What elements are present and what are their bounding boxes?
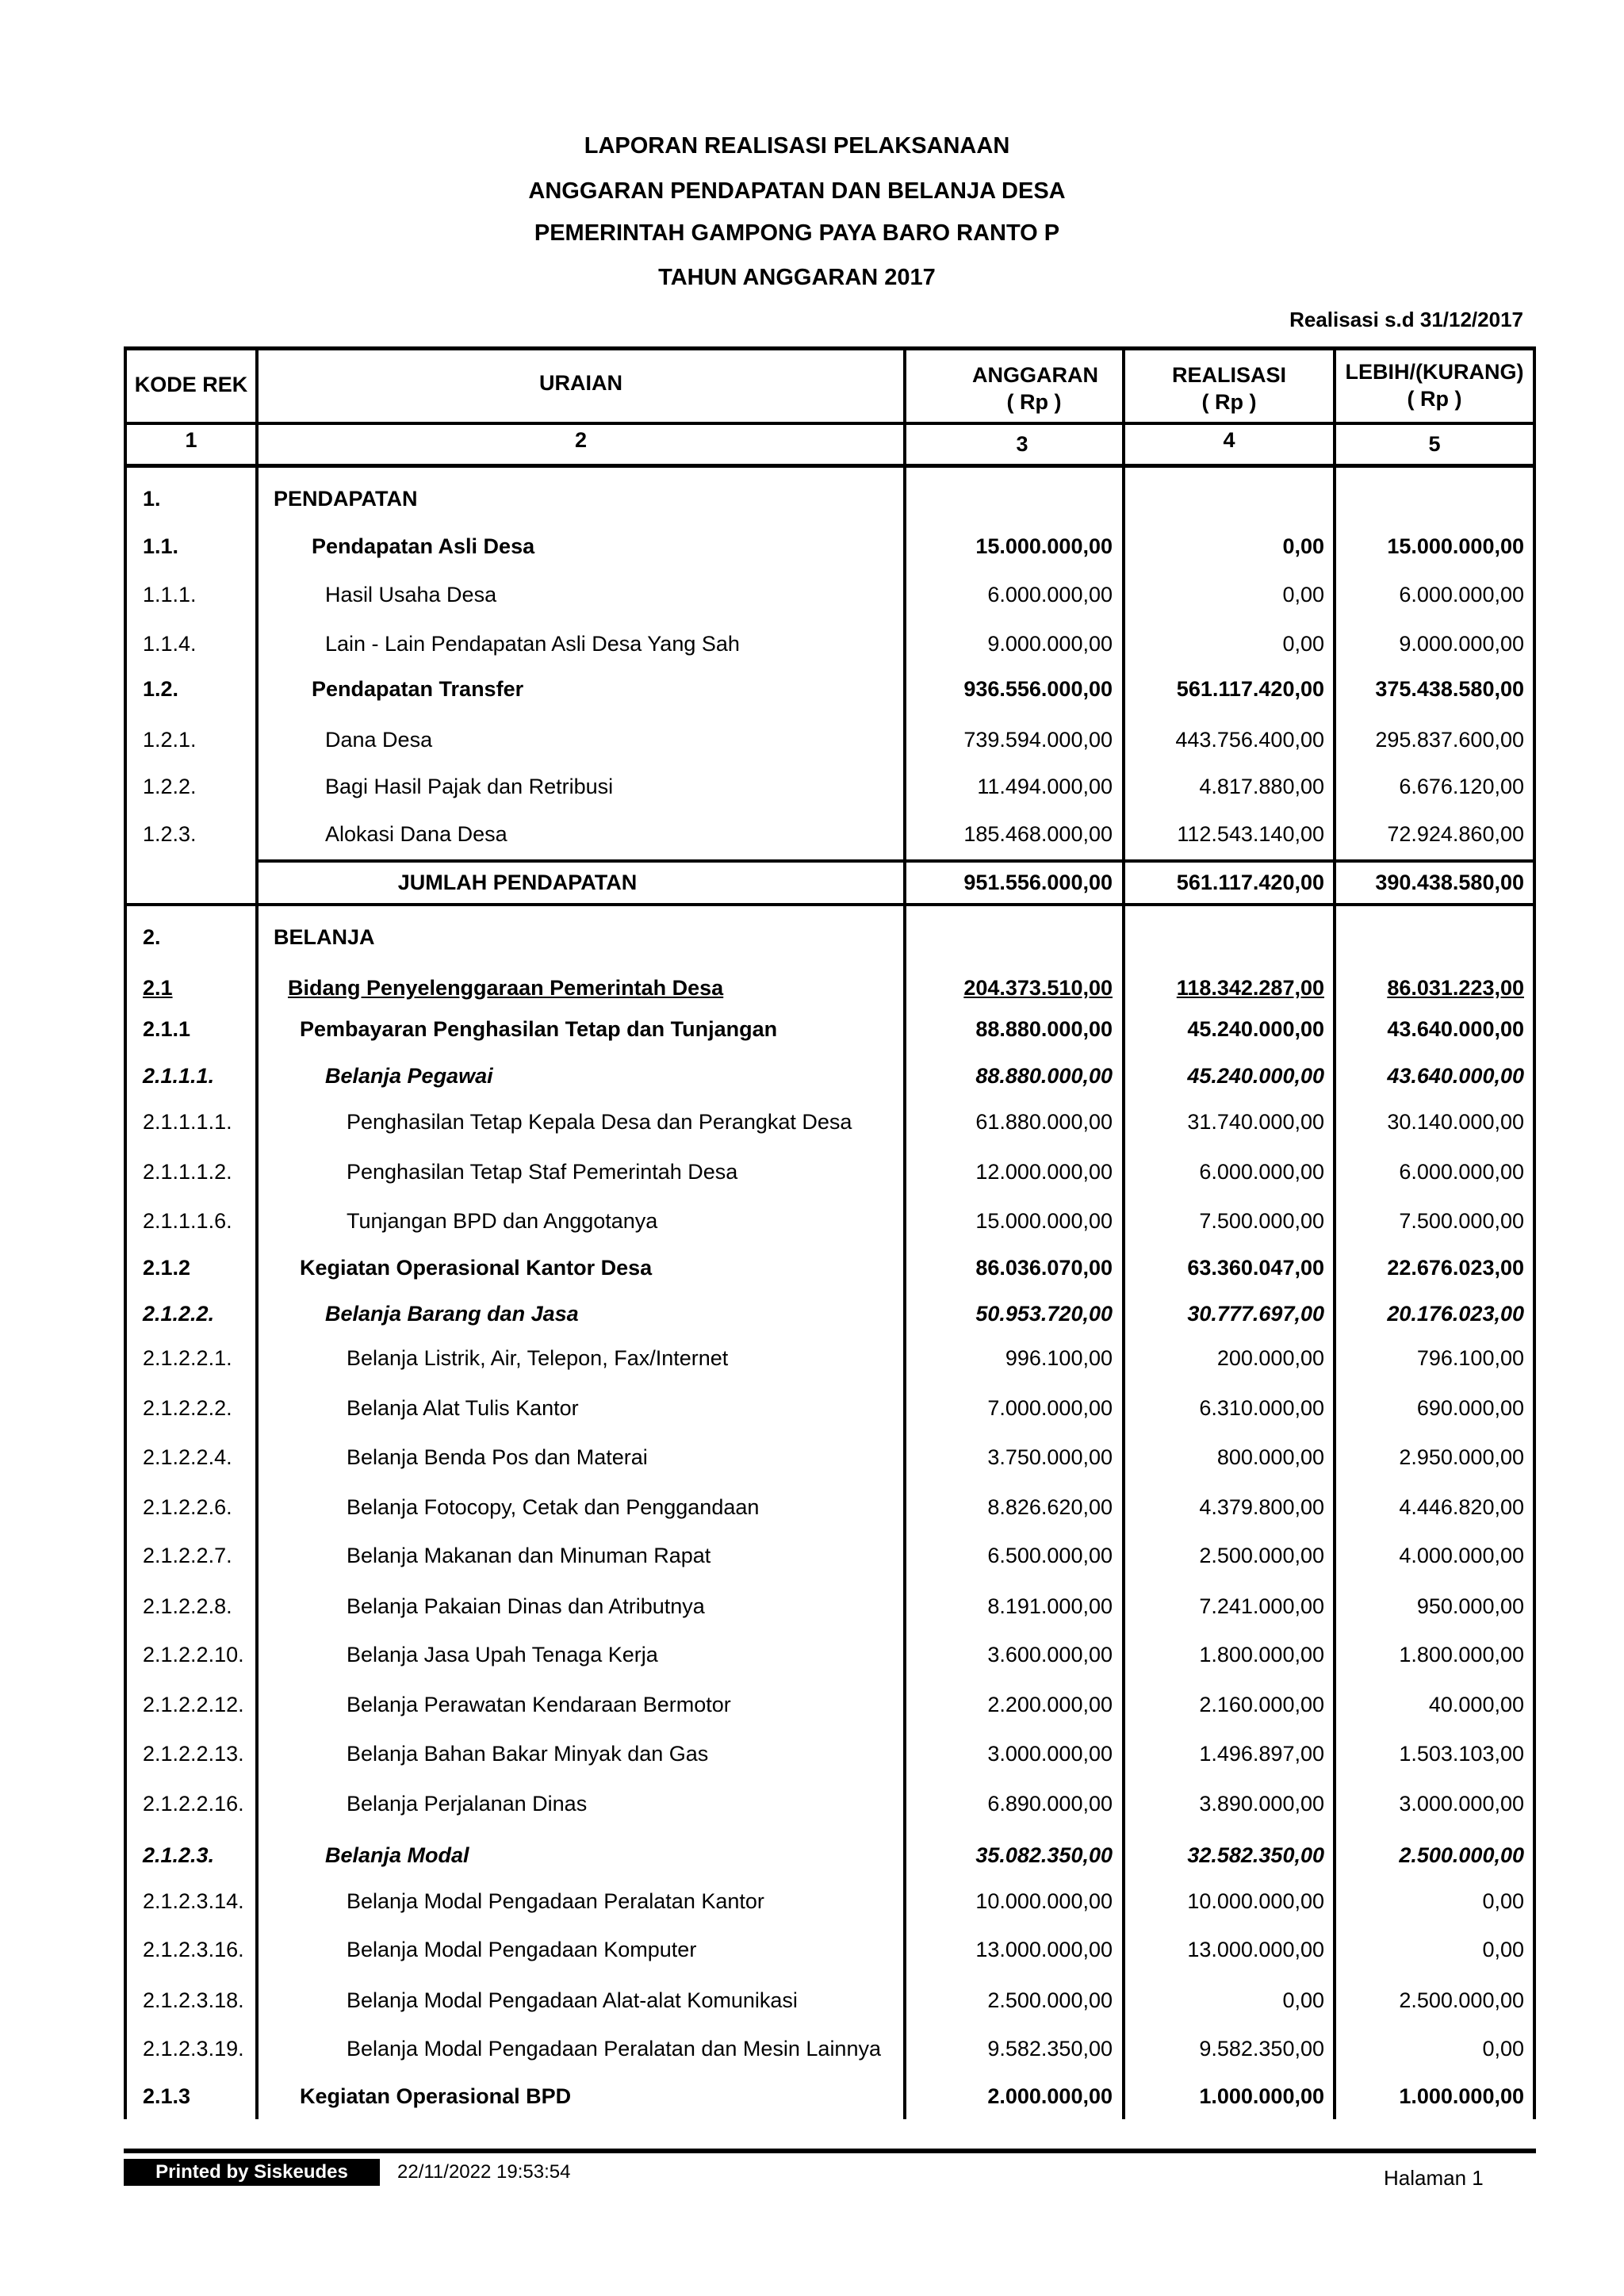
lebih-value: 20.176.023,00 — [1387, 1302, 1524, 1326]
kode-rek: 2.1.2.2.12. — [143, 1693, 244, 1716]
kode-rek: 2.1.1 — [143, 1017, 191, 1041]
uraian: Belanja Modal — [325, 1843, 469, 1867]
kode-rek: 2.1.2 — [143, 1256, 191, 1280]
anggaran-value: 61.880.000,00 — [975, 1110, 1113, 1134]
anggaran-value: 6.890.000,00 — [987, 1792, 1113, 1816]
anggaran-value: 11.494.000,00 — [977, 775, 1113, 798]
anggaran-value: 8.826.620,00 — [987, 1495, 1113, 1519]
kode-rek: 2.1.3 — [143, 2084, 191, 2108]
uraian: PENDAPATAN — [274, 487, 418, 511]
header-realisasi — [1125, 362, 1333, 415]
realisasi-value: 561.117.420,00 — [1176, 871, 1324, 894]
header-lebih-unit: ( Rp ) — [1407, 387, 1462, 411]
anggaran-value: 3.000.000,00 — [987, 1742, 1113, 1766]
anggaran-value: 15.000.000,00 — [975, 1209, 1113, 1233]
realisasi-value: 1.496.897,00 — [1199, 1742, 1324, 1766]
realisasi-value: 118.342.287,00 — [1176, 976, 1324, 1000]
kode-rek: 2.1.2.3.18. — [143, 1988, 244, 2012]
period-label: Realisasi s.d 31/12/2017 — [1289, 308, 1523, 331]
lebih-value: 390.438.580,00 — [1375, 871, 1524, 894]
kode-rek: 2.1.2.2.4. — [143, 1445, 232, 1469]
header-divider — [124, 464, 1536, 468]
kode-rek: 1.2. — [143, 677, 179, 701]
anggaran-value: 204.373.510,00 — [963, 976, 1113, 1000]
header-anggaran-label: ANGGARAN — [972, 363, 1098, 387]
uraian: Belanja Modal Pengadaan Alat-alat Komunikasi — [347, 1988, 798, 2012]
uraian: Tunjangan BPD dan Anggotanya — [347, 1209, 658, 1233]
page-number: Halaman 1 — [1384, 2166, 1484, 2190]
realisasi-value: 561.117.420,00 — [1176, 677, 1324, 701]
col-number-3: 3 — [1016, 432, 1028, 456]
lebih-value: 2.500.000,00 — [1399, 1843, 1524, 1867]
total-bottom-border — [124, 903, 1536, 906]
realisasi-value: 4.379.800,00 — [1199, 1495, 1324, 1519]
report-title-2: ANGGARAN PENDAPATAN DAN BELANJA DESA — [528, 178, 1066, 204]
lebih-value: 0,00 — [1482, 2037, 1524, 2061]
uraian: Belanja Alat Tulis Kantor — [347, 1396, 579, 1420]
uraian: Belanja Modal Pengadaan Komputer — [347, 1938, 697, 1961]
uraian: Pembayaran Penghasilan Tetap dan Tunjangan — [300, 1017, 778, 1041]
uraian: Belanja Modal Pengadaan Peralatan Kantor — [347, 1889, 764, 1913]
uraian: Belanja Makanan dan Minuman Rapat — [347, 1544, 711, 1567]
uraian: Kegiatan Operasional Kantor Desa — [300, 1256, 653, 1280]
kode-rek: 1. — [143, 487, 161, 511]
uraian: Penghasilan Tetap Staf Pemerintah Desa — [347, 1160, 738, 1184]
realisasi-value: 9.582.350,00 — [1199, 2037, 1324, 2061]
lebih-value: 40.000,00 — [1428, 1693, 1524, 1716]
realisasi-value: 7.241.000,00 — [1199, 1594, 1324, 1618]
anggaran-value: 3.750.000,00 — [987, 1445, 1113, 1469]
realisasi-value: 13.000.000,00 — [1187, 1938, 1324, 1961]
realisasi-value: 0,00 — [1282, 534, 1324, 558]
realisasi-value: 6.310.000,00 — [1199, 1396, 1324, 1420]
lebih-value: 6.000.000,00 — [1399, 583, 1524, 607]
anggaran-value: 951.556.000,00 — [963, 871, 1113, 894]
uraian: Penghasilan Tetap Kepala Desa dan Perangkat Desa — [347, 1110, 852, 1134]
report-title-3: PEMERINTAH GAMPONG PAYA BARO RANTO P — [534, 220, 1060, 246]
realisasi-value: 1.800.000,00 — [1199, 1643, 1324, 1667]
header-anggaran — [906, 362, 1122, 415]
column-border — [1122, 346, 1125, 2119]
column-border — [124, 346, 127, 2119]
anggaran-value: 13.000.000,00 — [975, 1938, 1113, 1961]
header-realisasi-unit: ( Rp ) — [1201, 390, 1257, 414]
anggaran-value: 88.880.000,00 — [975, 1064, 1113, 1088]
column-border — [903, 346, 906, 2119]
anggaran-value: 6.000.000,00 — [987, 583, 1113, 607]
kode-rek: 1.1.1. — [143, 583, 197, 607]
header-kode: KODE REK — [134, 373, 248, 396]
lebih-value: 3.000.000,00 — [1399, 1792, 1524, 1816]
report-title-1: LAPORAN REALISASI PELAKSANAAN — [584, 133, 1010, 159]
realisasi-value: 4.817.880,00 — [1199, 775, 1324, 798]
anggaran-value: 739.594.000,00 — [963, 728, 1113, 752]
anggaran-value: 2.200.000,00 — [987, 1693, 1113, 1716]
lebih-value: 9.000.000,00 — [1399, 632, 1524, 656]
uraian: Kegiatan Operasional BPD — [300, 2084, 572, 2108]
kode-rek: 1.2.2. — [143, 775, 197, 798]
realisasi-value: 31.740.000,00 — [1187, 1110, 1324, 1134]
table-top-border — [124, 346, 1536, 350]
kode-rek: 2.1.1.1.2. — [143, 1160, 232, 1184]
anggaran-value: 10.000.000,00 — [975, 1889, 1113, 1913]
realisasi-value: 0,00 — [1282, 583, 1324, 607]
lebih-value: 1.000.000,00 — [1399, 2084, 1524, 2108]
uraian: Belanja Barang dan Jasa — [325, 1302, 579, 1326]
anggaran-value: 88.880.000,00 — [975, 1017, 1113, 1041]
column-border — [255, 346, 259, 2119]
realisasi-value: 3.890.000,00 — [1199, 1792, 1324, 1816]
col-number-2: 2 — [574, 428, 588, 452]
uraian: Hasil Usaha Desa — [325, 583, 497, 607]
lebih-value: 7.500.000,00 — [1399, 1209, 1524, 1233]
realisasi-value: 200.000,00 — [1216, 1346, 1324, 1370]
kode-rek: 2.1.2.2.16. — [143, 1792, 244, 1816]
uraian: Belanja Benda Pos dan Materai — [347, 1445, 648, 1469]
lebih-value: 4.446.820,00 — [1399, 1495, 1524, 1519]
anggaran-value: 50.953.720,00 — [975, 1302, 1113, 1326]
anggaran-value: 996.100,00 — [1005, 1346, 1113, 1370]
uraian: Belanja Perawatan Kendaraan Bermotor — [347, 1693, 731, 1716]
realisasi-value: 112.543.140,00 — [1177, 822, 1324, 846]
uraian: Dana Desa — [325, 728, 433, 752]
uraian: Pendapatan Transfer — [312, 677, 524, 701]
uraian: Belanja Bahan Bakar Minyak dan Gas — [347, 1742, 709, 1766]
realisasi-value: 800.000,00 — [1216, 1445, 1324, 1469]
column-border — [1533, 346, 1536, 2119]
kode-rek: 2.1.2.2.10. — [143, 1643, 244, 1667]
kode-rek: 2.1 — [143, 976, 173, 1000]
header-divider — [124, 422, 1536, 425]
lebih-value: 22.676.023,00 — [1387, 1256, 1524, 1280]
realisasi-value: 0,00 — [1282, 1988, 1324, 2012]
lebih-value: 15.000.000,00 — [1387, 534, 1524, 558]
kode-rek: 2.1.2.3.14. — [143, 1889, 244, 1913]
kode-rek: 1.2.3. — [143, 822, 197, 846]
anggaran-value: 8.191.000,00 — [987, 1594, 1113, 1618]
realisasi-value: 2.500.000,00 — [1199, 1544, 1324, 1567]
lebih-value: 950.000,00 — [1416, 1594, 1524, 1618]
kode-rek: 2. — [143, 925, 161, 949]
kode-rek: 1.2.1. — [143, 728, 197, 752]
anggaran-value: 9.000.000,00 — [987, 632, 1113, 656]
realisasi-value: 0,00 — [1282, 632, 1324, 656]
realisasi-value: 63.360.047,00 — [1187, 1256, 1324, 1280]
uraian: Bagi Hasil Pajak dan Retribusi — [325, 775, 614, 798]
realisasi-value: 32.582.350,00 — [1187, 1843, 1324, 1867]
anggaran-value: 35.082.350,00 — [975, 1843, 1113, 1867]
lebih-value: 796.100,00 — [1416, 1346, 1524, 1370]
realisasi-value: 7.500.000,00 — [1199, 1209, 1324, 1233]
header-uraian: URAIAN — [539, 371, 622, 395]
kode-rek: 2.1.2.2.1. — [143, 1346, 232, 1370]
total-top-border — [257, 859, 1536, 863]
uraian: Belanja Pegawai — [325, 1064, 493, 1088]
uraian: Lain - Lain Pendapatan Asli Desa Yang Sah — [325, 632, 740, 656]
lebih-value: 2.950.000,00 — [1399, 1445, 1524, 1469]
uraian: JUMLAH PENDAPATAN — [397, 871, 638, 894]
realisasi-value: 2.160.000,00 — [1199, 1693, 1324, 1716]
lebih-value: 0,00 — [1482, 1889, 1524, 1913]
col-number-5: 5 — [1428, 432, 1441, 456]
uraian: Pendapatan Asli Desa — [312, 534, 535, 558]
lebih-value: 1.800.000,00 — [1399, 1643, 1524, 1667]
uraian: Belanja Jasa Upah Tenaga Kerja — [347, 1643, 658, 1667]
kode-rek: 2.1.2.3.19. — [143, 2037, 244, 2061]
lebih-value: 2.500.000,00 — [1399, 1988, 1524, 2012]
kode-rek: 2.1.1.1.1. — [143, 1110, 232, 1134]
lebih-value: 43.640.000,00 — [1387, 1017, 1524, 1041]
lebih-value: 0,00 — [1482, 1938, 1524, 1961]
realisasi-value: 6.000.000,00 — [1199, 1160, 1324, 1184]
realisasi-value: 45.240.000,00 — [1187, 1017, 1324, 1041]
header-lebih-label: LEBIH/(KURANG) — [1345, 360, 1524, 384]
header-anggaran-unit: ( Rp ) — [1006, 390, 1062, 414]
kode-rek: 1.1.4. — [143, 632, 197, 656]
anggaran-value: 15.000.000,00 — [975, 534, 1113, 558]
lebih-value: 72.924.860,00 — [1387, 822, 1524, 846]
uraian: Belanja Listrik, Air, Telepon, Fax/Internet — [347, 1346, 729, 1370]
header-realisasi-label: REALISASI — [1171, 363, 1287, 387]
uraian: Alokasi Dana Desa — [325, 822, 508, 846]
kode-rek: 2.1.2.2. — [143, 1302, 215, 1326]
anggaran-value: 12.000.000,00 — [975, 1160, 1113, 1184]
uraian: Belanja Perjalanan Dinas — [347, 1792, 588, 1816]
kode-rek: 2.1.2.2.8. — [143, 1594, 232, 1618]
lebih-value: 6.000.000,00 — [1399, 1160, 1524, 1184]
kode-rek: 1.1. — [143, 534, 179, 558]
lebih-value: 43.640.000,00 — [1387, 1064, 1524, 1088]
lebih-value: 375.438.580,00 — [1375, 677, 1524, 701]
realisasi-value: 1.000.000,00 — [1199, 2084, 1324, 2108]
anggaran-value: 2.000.000,00 — [987, 2084, 1113, 2108]
realisasi-value: 30.777.697,00 — [1187, 1302, 1324, 1326]
uraian: Belanja Fotocopy, Cetak dan Penggandaan — [347, 1495, 760, 1519]
kode-rek: 2.1.2.2.13. — [143, 1742, 244, 1766]
anggaran-value: 185.468.000,00 — [963, 822, 1113, 846]
lebih-value: 4.000.000,00 — [1399, 1544, 1524, 1567]
report-title-4: TAHUN ANGGARAN 2017 — [658, 265, 936, 290]
anggaran-value: 86.036.070,00 — [975, 1256, 1113, 1280]
lebih-value: 690.000,00 — [1416, 1396, 1524, 1420]
kode-rek: 2.1.2.2.2. — [143, 1396, 232, 1420]
printed-by-badge: Printed by Siskeudes — [124, 2159, 380, 2186]
realisasi-value: 45.240.000,00 — [1187, 1064, 1324, 1088]
uraian: Belanja Modal Pengadaan Peralatan dan Mesin Lainnya — [347, 2037, 881, 2061]
kode-rek: 2.1.2.2.6. — [143, 1495, 232, 1519]
printed-timestamp: 22/11/2022 19:53:54 — [397, 2161, 571, 2183]
footer-rule — [124, 2149, 1536, 2153]
col-number-4: 4 — [1223, 428, 1235, 452]
anggaran-value: 2.500.000,00 — [987, 1988, 1113, 2012]
column-border — [1333, 346, 1336, 2119]
kode-rek: 2.1.2.3.16. — [143, 1938, 244, 1961]
uraian: Bidang Penyelenggaraan Pemerintah Desa — [288, 976, 724, 1000]
anggaran-value: 7.000.000,00 — [987, 1396, 1113, 1420]
realisasi-value: 10.000.000,00 — [1187, 1889, 1324, 1913]
col-number-1: 1 — [185, 428, 197, 452]
anggaran-value: 9.582.350,00 — [987, 2037, 1113, 2061]
kode-rek: 2.1.1.1. — [143, 1064, 215, 1088]
header-lebih — [1336, 358, 1533, 412]
lebih-value: 295.837.600,00 — [1375, 728, 1524, 752]
realisasi-value: 443.756.400,00 — [1175, 728, 1324, 752]
kode-rek: 2.1.2.3. — [143, 1843, 215, 1867]
anggaran-value: 3.600.000,00 — [987, 1643, 1113, 1667]
anggaran-value: 936.556.000,00 — [963, 677, 1113, 701]
lebih-value: 30.140.000,00 — [1387, 1110, 1524, 1134]
uraian: Belanja Pakaian Dinas dan Atributnya — [347, 1594, 705, 1618]
kode-rek: 2.1.2.2.7. — [143, 1544, 232, 1567]
kode-rek: 2.1.1.1.6. — [143, 1209, 232, 1233]
lebih-value: 1.503.103,00 — [1399, 1742, 1524, 1766]
lebih-value: 6.676.120,00 — [1399, 775, 1524, 798]
anggaran-value: 6.500.000,00 — [987, 1544, 1113, 1567]
uraian: BELANJA — [274, 925, 375, 949]
lebih-value: 86.031.223,00 — [1387, 976, 1524, 1000]
